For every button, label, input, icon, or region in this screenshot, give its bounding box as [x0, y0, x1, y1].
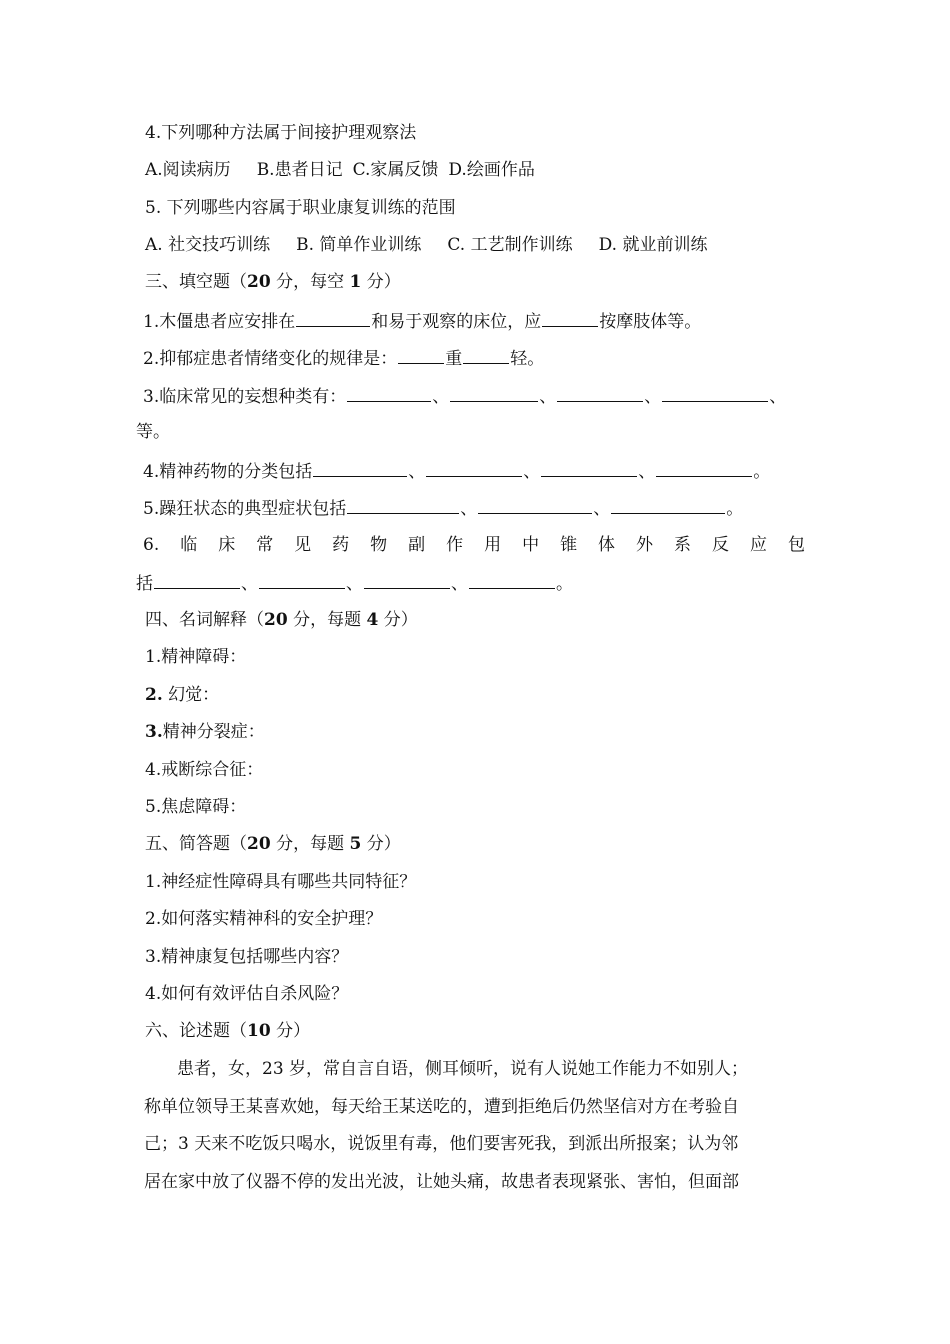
option-b: B.患者日记 — [256, 160, 343, 180]
option-c: C.家属反馈 — [352, 160, 439, 180]
option-a: A. 社交技巧训练 — [145, 235, 271, 255]
fill-item-3: 3.临床常见的妄想种类有： 、 、 、 、 — [143, 384, 786, 408]
blank[interactable] — [296, 309, 370, 327]
short-question-2: 2.如何落实精神科的安全护理？ — [145, 909, 383, 929]
blank[interactable] — [611, 496, 725, 514]
short-question-1: 1.神经症性障碍具有哪些共同特征？ — [145, 872, 417, 892]
fill-item-6-char: 常 — [256, 535, 274, 555]
fill-item-6-char: 中 — [522, 535, 540, 555]
section-5-heading: 五、简答题（20 分，每题 5 分） — [145, 834, 401, 854]
blank[interactable] — [259, 571, 345, 589]
fill-item-6-char: 物 — [370, 535, 388, 555]
blank[interactable] — [541, 459, 637, 477]
option-c: C. 工艺制作训练 — [447, 235, 573, 255]
question-4-options — [145, 159, 535, 181]
blank[interactable] — [347, 496, 459, 514]
fill-item-6-char: 系 — [674, 535, 692, 555]
fill-item-2: 2.抑郁症患者情绪变化的规律是： 重 轻。 — [143, 346, 544, 370]
section-4-heading: 四、名词解释（20 分，每题 4 分） — [145, 610, 418, 630]
section-6-heading: 六、论述题（10 分） — [145, 1021, 311, 1041]
fill-item-6-char: 外 — [636, 535, 654, 555]
term-4: 4.戒断综合征： — [145, 760, 264, 780]
fill-item-6-char: 见 — [294, 535, 312, 555]
essay-line-3: 己；3 天来不吃饭只喝水，说饭里有毒，他们要害死我，到派出所报案；认为邻 — [144, 1134, 739, 1154]
fill-item-3-tail: 等。 — [136, 422, 170, 442]
short-question-3: 3.精神康复包括哪些内容？ — [145, 947, 349, 967]
fill-item-6-char: 体 — [598, 535, 616, 555]
fill-item-6-char: 药 — [332, 535, 350, 555]
essay-line-2: 称单位领导王某喜欢她，每天给王某送吃的，遭到拒绝后仍然坚信对方在考验自 — [144, 1097, 739, 1117]
fill-item-6-char: 作 — [446, 535, 464, 555]
term-5: 5.焦虑障碍： — [145, 797, 247, 817]
fill-item-6-char: 锥 — [560, 535, 578, 555]
fill-item-5: 5.躁狂状态的典型症状包括 、 、 。 — [143, 496, 743, 520]
option-a: A.阅读病历 — [145, 160, 231, 180]
essay-line-4: 居在家中放了仪器不停的发出光波，让她头痛，故患者表现紧张、害怕，但面部 — [144, 1172, 739, 1192]
fill-item-6-char: 副 — [408, 535, 426, 555]
blank[interactable] — [347, 384, 431, 402]
fill-item-6-char: 6. — [143, 535, 160, 555]
blank[interactable] — [398, 346, 444, 364]
fill-item-6-char: 应 — [749, 535, 767, 555]
fill-item-6-char: 床 — [218, 535, 236, 555]
option-d: D. 就业前训练 — [598, 235, 708, 255]
fill-item-6-char: 包 — [787, 535, 805, 555]
question-5-options — [145, 234, 707, 256]
term-1: 1.精神障碍： — [145, 647, 247, 667]
blank[interactable] — [469, 571, 555, 589]
fill-item-6-char: 临 — [180, 535, 198, 555]
blank[interactable] — [662, 384, 768, 402]
option-d: D.绘画作品 — [448, 160, 535, 180]
blank[interactable] — [313, 459, 407, 477]
essay-line-1: 患者，女，23 岁，常自言自语，侧耳倾听，说有人说她工作能力不如别人； — [177, 1059, 749, 1079]
term-3: 3.精神分裂症： — [145, 722, 265, 742]
term-2: 2. 幻觉： — [145, 685, 220, 705]
fill-item-4: 4.精神药物的分类包括 、 、 、 。 — [143, 459, 770, 483]
blank[interactable] — [450, 384, 538, 402]
blank[interactable] — [542, 309, 598, 327]
blank[interactable] — [426, 459, 522, 477]
blank[interactable] — [557, 384, 643, 402]
fill-item-6 — [143, 534, 811, 556]
question-4-stem: 4.下列哪种方法属于间接护理观察法 — [145, 123, 417, 143]
fill-item-6-char: 反 — [712, 535, 729, 555]
blank[interactable] — [463, 346, 509, 364]
fill-item-6-tail: 括 、 、 、 。 — [136, 571, 573, 595]
short-question-4: 4.如何有效评估自杀风险？ — [145, 984, 349, 1004]
section-3-heading: 三、填空题（20 分，每空 1 分） — [145, 272, 401, 292]
question-5-stem: 5. 下列哪些内容属于职业康复训练的范围 — [145, 198, 456, 218]
fill-item-6-char: 用 — [484, 535, 502, 555]
blank[interactable] — [154, 571, 240, 589]
blank[interactable] — [478, 496, 592, 514]
blank[interactable] — [364, 571, 450, 589]
fill-item-1: 1.木僵患者应安排在 和易于观察的床位，应 按摩肢体等。 — [143, 309, 701, 333]
option-b: B. 简单作业训练 — [296, 235, 422, 255]
blank[interactable] — [656, 459, 752, 477]
